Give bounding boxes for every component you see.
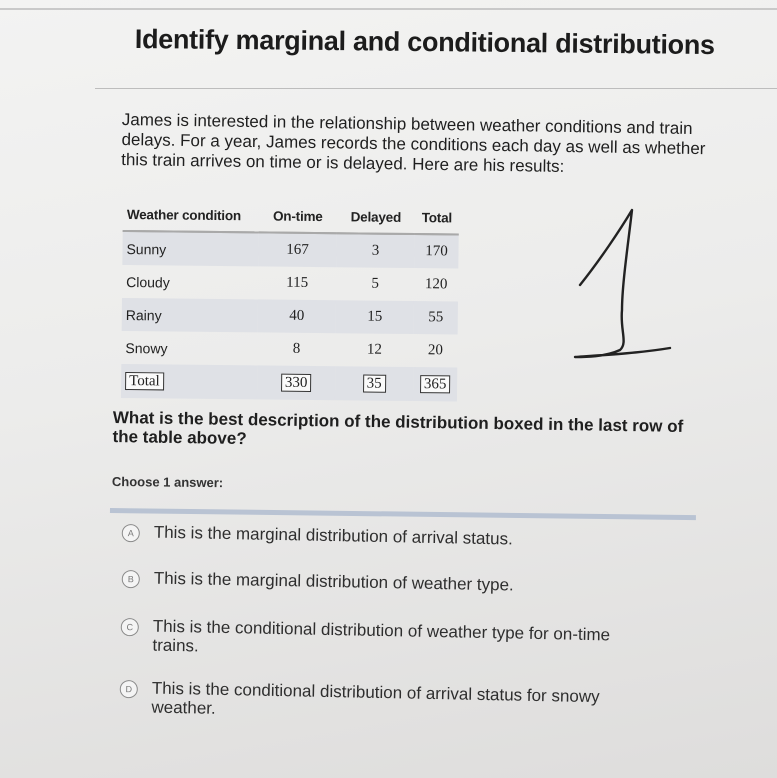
table-cell: 12 [366,341,383,358]
row-label: Rainy [122,298,258,332]
title-divider [95,88,777,89]
table-cell: 20 [427,342,444,359]
table-cell: 120 [424,276,448,293]
total-cell: 330 [281,374,312,392]
column-header: On-time [259,204,337,233]
problem-prompt: James is interested in the relationship between weather conditions and train delays. For a year, James records the conditions each day as well as whether this train arrives on time or is delayed. Here are his results: [121,110,706,176]
option-text: This is the marginal distribution of weather type. [153,568,514,595]
row-label: Sunny [122,231,258,266]
option-letter-d: D [120,680,138,698]
row-label: Snowy [125,339,168,356]
column-header: Total [415,206,459,234]
table-cell: 15 [336,300,414,334]
table-cell: 8 [292,340,301,357]
answer-option-a[interactable] [122,522,662,552]
table-row [122,298,458,335]
table-cell: 5 [371,275,380,292]
table-cell: 115 [286,274,309,291]
column-header: Delayed [337,205,415,234]
table-cell: 55 [414,301,458,334]
answer-option-b[interactable] [122,568,662,598]
total-row [121,364,457,402]
table-cell: 40 [258,299,336,333]
table-row [122,231,458,269]
choose-label: Choose 1 answer: [111,474,224,491]
table-row [121,331,457,368]
table-cell: 3 [336,233,414,268]
column-header: Weather condition [123,203,259,232]
answer-option-c[interactable] [120,616,661,664]
option-letter-b: B [122,570,140,588]
table-cell: 167 [258,232,336,267]
table-cell: 170 [414,234,458,268]
question-text: What is the best description of the distribution boxed in the last row of the table above? [112,408,684,449]
row-label: Cloudy [126,273,170,290]
table-header-row [123,203,459,235]
option-letter-a: A [122,524,140,542]
top-divider [0,8,777,10]
total-label: Total [125,372,164,390]
option-text: This is the marginal distribution of arrival status. [153,522,513,549]
handwritten-digit-one [570,205,680,365]
page-title: Identify marginal and conditional distributions [134,24,715,61]
table-row [122,265,458,302]
option-text: This is the conditional distribution of arrival status for snowy weather. [151,678,600,718]
answer-option-d[interactable] [119,678,660,726]
option-text: This is the conditional distribution of weather type for on-time trains. [152,616,611,656]
option-letter-c: C [121,618,139,636]
choices-divider [110,508,696,520]
total-cell: 35 [363,375,386,393]
total-cell: 365 [420,375,451,393]
results-table [121,203,463,402]
